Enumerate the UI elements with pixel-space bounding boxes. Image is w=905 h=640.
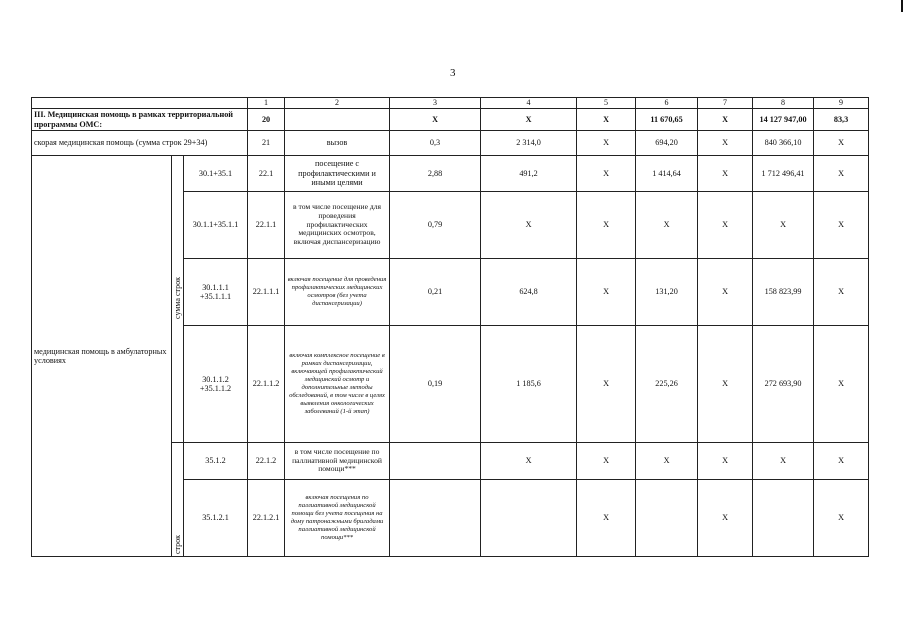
table-cell: включая комплексное посещение в рамках диспансеризации, включающей профилактический медицинский осмотр и дополнительные методы обследований, в том числе в целях выявления онкологических заболеваний (1-й этап) [285,326,390,443]
table-cell: X [814,192,869,259]
table-cell: 22.1.1.1 [248,259,285,326]
table-cell: X [814,443,869,480]
page-number: 3 [450,67,456,79]
table-cell: 840 366,10 [753,131,814,156]
table-cell: X [577,192,636,259]
table-cell: X [577,131,636,156]
table-cell: 1 185,6 [481,326,577,443]
row-code: 30.1+35.1 [184,156,248,192]
table-cell: X [814,131,869,156]
header-number-1: 1 [248,98,285,109]
table-cell: 22.1.2 [248,443,285,480]
table-cell: 1 414,64 [636,156,698,192]
table-cell: X [577,480,636,557]
table-cell: X [636,192,698,259]
table-cell: 491,2 [481,156,577,192]
table-cell: в том числе посещение по паллиативной медицинской помощи*** [285,443,390,480]
table-cell: X [577,259,636,326]
table-cell: включая посещение для проведения профилактических медицинских осмотров (без учета диспансеризации) [285,259,390,326]
financing-table [31,97,869,557]
table-cell: 22.1 [248,156,285,192]
table-cell: X [481,443,577,480]
table-cell: X [636,443,698,480]
table-cell: X [698,480,753,557]
table-cell: вызов [285,131,390,156]
table-cell: 0,19 [390,326,481,443]
table-cell: X [577,326,636,443]
page-edge-mark [901,0,903,12]
table-cell: 22.1.1.2 [248,326,285,443]
row-code: 30.1.1+35.1.1 [184,192,248,259]
table-cell: 83,3 [814,109,869,131]
table-cell: X [577,443,636,480]
table-cell: 272 693,90 [753,326,814,443]
header-number-7: 7 [698,98,753,109]
column-numbers-row [32,98,869,109]
table-cell: в том числе посещение для проведения профилактических медицинских осмотров, включая диспансеризацию [285,192,390,259]
header-number-5: 5 [577,98,636,109]
table-cell [481,480,577,557]
vertical-sum-label [172,156,184,443]
table-cell [390,480,481,557]
vertical-sum-text: сумма строк [172,276,182,319]
table-cell [753,480,814,557]
header-number-9: 9 [814,98,869,109]
table-cell [390,443,481,480]
table-cell: X [390,109,481,131]
group-label: медицинская помощь в амбулаторных условиях [32,156,172,557]
table-cell: 20 [248,109,285,131]
table-cell: X [814,480,869,557]
table-cell: 2 314,0 [481,131,577,156]
table-cell: X [481,192,577,259]
vertical-rows-text: строк [172,534,182,554]
table-cell: X [698,192,753,259]
table-cell: 22.1.2.1 [248,480,285,557]
table-cell: 1 712 496,41 [753,156,814,192]
table-cell: X [698,156,753,192]
table-cell: X [814,326,869,443]
table-cell: X [577,156,636,192]
table-cell: X [753,443,814,480]
row-code: 30.1.1.1 +35.1.1.1 [184,259,248,326]
table-cell: X [814,156,869,192]
header-number-3: 3 [390,98,481,109]
header-number-4: 4 [481,98,577,109]
row-code: 35.1.2.1 [184,480,248,557]
table-cell: 2,88 [390,156,481,192]
header-number-8: 8 [753,98,814,109]
table-cell: X [577,109,636,131]
table-cell: X [698,259,753,326]
table-cell: 0,79 [390,192,481,259]
table-cell: 158 823,99 [753,259,814,326]
table-cell: X [753,192,814,259]
table-cell: 11 670,65 [636,109,698,131]
table-cell: 14 127 947,00 [753,109,814,131]
table-cell: 131,20 [636,259,698,326]
table-cell [636,480,698,557]
table-cell: посещение с профилактическими и иными целями [285,156,390,192]
vertical-rows-label [172,443,184,557]
table-cell: X [814,259,869,326]
table-row [32,109,869,131]
row-code: 30.1.1.2 +35.1.1.2 [184,326,248,443]
table-cell: 225,26 [636,326,698,443]
header-blank-cell [32,98,248,109]
table-cell: X [698,131,753,156]
table-cell [285,109,390,131]
table-cell: включая посещения по паллиативной медицинской помощи без учета посещения на дому патронажными бригадами паллиативной медицинской помощи*** [285,480,390,557]
table-cell: X [481,109,577,131]
row-code: 35.1.2 [184,443,248,480]
row-label: скорая медицинская помощь (сумма строк 29+34) [32,131,248,156]
table-cell: 624,8 [481,259,577,326]
table-cell: 0,21 [390,259,481,326]
table-cell: X [698,443,753,480]
table-cell: 0,3 [390,131,481,156]
header-number-2: 2 [285,98,390,109]
table-cell: 21 [248,131,285,156]
table-cell: 694,20 [636,131,698,156]
table-cell: X [698,109,753,131]
table-cell: 22.1.1 [248,192,285,259]
table-row [32,131,869,156]
header-number-6: 6 [636,98,698,109]
table-cell: X [698,326,753,443]
row-label: III. Медицинская помощь в рамках территориальной программы ОМС: [32,109,248,131]
table-row [32,156,869,192]
